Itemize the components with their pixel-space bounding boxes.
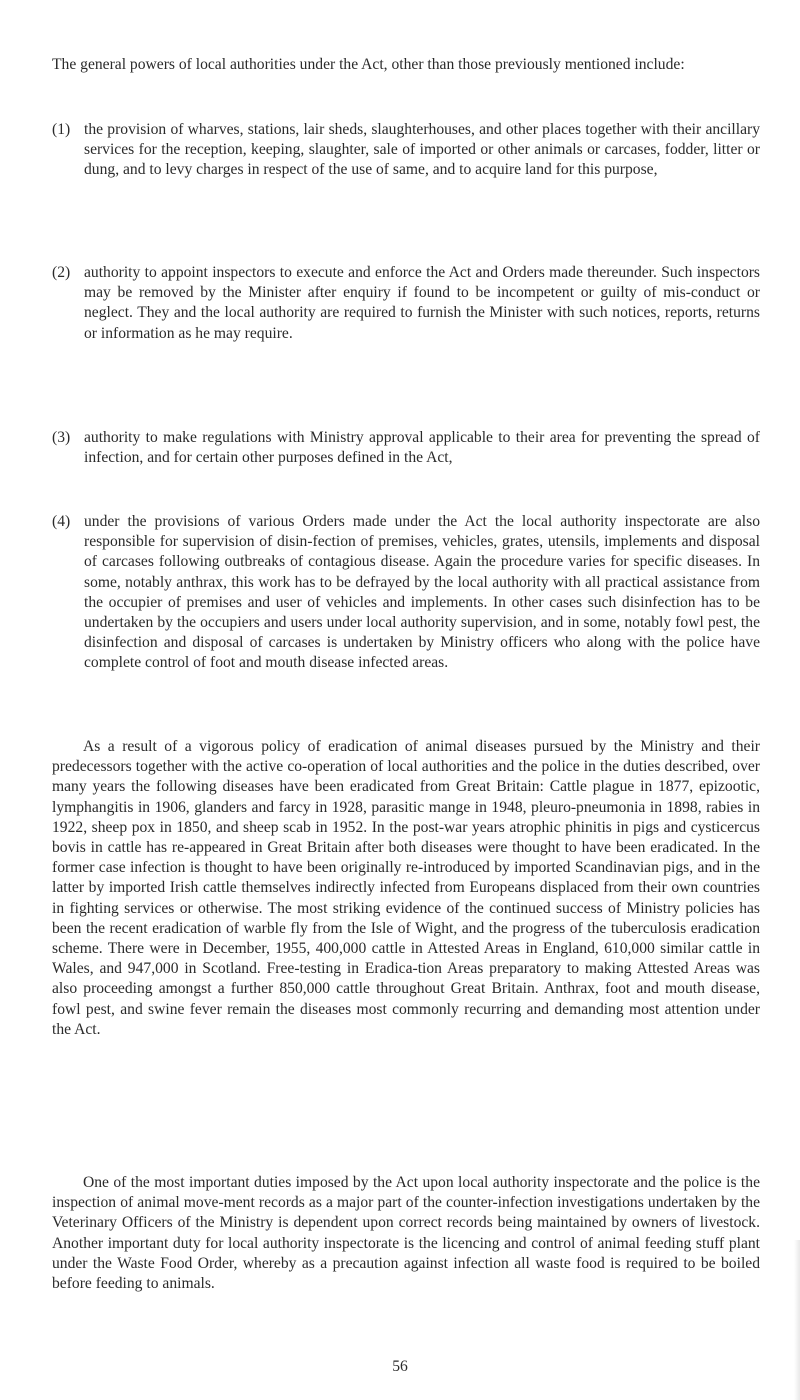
eradication-paragraph: As a result of a vigorous policy of eradication of animal diseases pursued by the Ministry and their predecessors together with the active co-operation of local authorities and the police in the duties described, over many years the following diseases have been eradicated from Great Britain: Cattle plague in 1877, epizootic, lymphangitis in 1906, glanders and farcy in 1928, parasitic mange in 1948, pleuro-pneumonia in 1898, rabies in 1922, sheep pox in 1850, and sheep scab in 1952. In the post-war years atrophic phinitis in pigs and cysticercus bovis in cattle has re-appeared in Great Britain after both diseases were thought to have been eradicated. In the former case infection is thought to have been originally re-introduced by imported Scandinavian pigs, and in the latter by imported Irish cattle themselves indirectly infected from Europeans displaced from their own countries in fighting services or otherwise. The most striking evidence of the continued success of Ministry policies has been the recent eradication of warble fly from the Isle of Wight, and the progress of the tuberculosis eradication scheme. There were in December, 1955, 400,000 cattle in Attested Areas in England, 610,000 similar cattle in Wales, and 947,000 in Scotland. Free-testing in Eradica-tion Areas preparatory to making Attested Areas was also proceeding amongst a further 850,000 cattle throughout Great Britain. Anthrax, foot and mouth disease, fowl pest, and swine fever remain the diseases most commonly recurring and demanding most attention under the Act. — [52, 738, 760, 1038]
list-item-text: under the provisions of various Orders made under the Act the local authority inspectorate are also responsible for supervision of disin-fection of premises, vehicles, grates, utensils, implements and disposal of carcases following outbreaks of contagious disease. Again the procedure varies for specific diseases. In some, notably anthrax, this work has to be defrayed by the local authority with all practical assistance from the occupier of premises and user of vehicles and implements. In other cases such disinfection has to be undertaken by the occupiers and users under local authority supervision, and in some, notably fowl pest, the disinfection and disposal of carcases is undertaken by Ministry officers who along with the police have complete control of foot and mouth disease infected areas. — [84, 513, 760, 672]
list-item — [52, 120, 760, 181]
list-item-text: authority to appoint inspectors to execute and enforce the Act and Orders made thereunder. Such inspectors may be removed by the Minister after enquiry if found to be incompetent or guilty of mis-conduct or neglect. They and the local authority are required to furnish the Minister with such notices, reports, returns or information as he may require. — [84, 264, 760, 342]
list-item-number: (1) — [52, 121, 71, 138]
duties-paragraph: One of the most important duties imposed by the Act upon local authority inspectorate and the police is the inspection of animal move-ment records as a major part of the counter-infection investigations undertaken by the Veterinary Officers of the Ministry is dependent upon correct records being maintained by owners of livestock. Another important duty for local authority inspectorate is the licencing and control of animal feeding stuff plant under the Waste Food Order, whereby as a precaution against infection all waste food is required to be boiled before feeding to animals. — [52, 1174, 760, 1293]
intro-paragraph: The general powers of local authorities under the Act, other than those previously mentioned include: — [52, 56, 685, 73]
list-item-number: (2) — [52, 264, 71, 281]
scan-edge-shadow — [794, 1240, 800, 1400]
list-item — [52, 428, 760, 468]
page-number: 56 — [392, 1358, 408, 1375]
list-item-number: (4) — [52, 513, 71, 530]
list-item — [52, 263, 760, 344]
list-item-text: the provision of wharves, stations, lair sheds, slaughterhouses, and other places together with their ancillary services for the reception, keeping, slaughter, sale of imported or other animals or carcases, fodder, litter or dung, and to levy charges in respect of the use of same, and to acquire land for this purpose, — [84, 121, 760, 179]
list-item-number: (3) — [52, 429, 71, 446]
list-item — [52, 512, 760, 674]
list-item-text: authority to make regulations with Ministry approval applicable to their area for preventing the spread of infection, and for certain other purposes defined in the Act, — [84, 429, 760, 467]
